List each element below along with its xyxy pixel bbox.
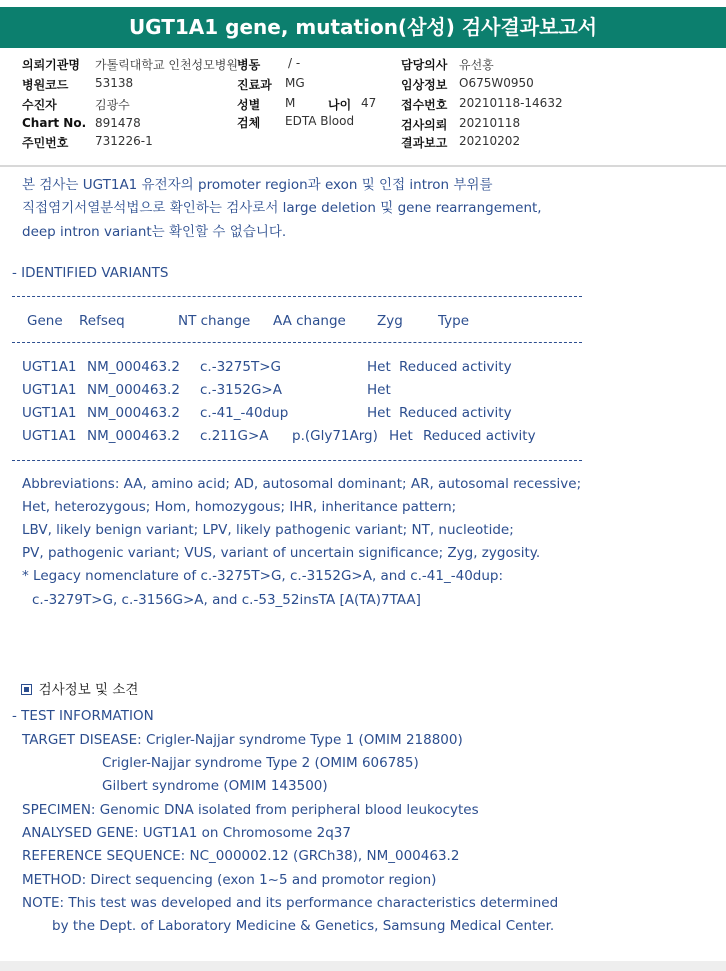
recipient-value: 김광수	[95, 98, 130, 112]
intro-line: 직접염기서열분석법으로 확인하는 검사로서 large deletion 및 gene rearrangement,	[22, 200, 542, 217]
cell-nt-change: c.-3275T>G	[200, 359, 281, 375]
cell-zyg: Het	[367, 359, 391, 375]
cell-type: Reduced activity	[399, 359, 512, 375]
clinical-info-label: 임상정보	[401, 78, 448, 92]
cell-type: Reduced activity	[399, 405, 512, 421]
column-header: Type	[438, 313, 470, 329]
resident-no-label: 주민번호	[22, 136, 69, 150]
variants-heading: - IDENTIFIED VARIANTS	[12, 265, 169, 281]
recipient-label: 수진자	[22, 98, 57, 112]
page-bottom-strip	[0, 961, 726, 971]
receipt-no-label: 접수번호	[401, 98, 448, 112]
table-rule-bottom	[12, 460, 582, 461]
clinical-info-value: O675W0950	[459, 76, 534, 90]
cell-zyg: Het	[367, 382, 391, 398]
column-header: AA change	[273, 313, 346, 329]
attending-physician-label: 담당의사	[401, 58, 448, 72]
specimen-info: SPECIMEN: Genomic DNA isolated from peripheral blood leukocytes	[22, 802, 479, 818]
test-request-value: 20210118	[459, 116, 521, 130]
cell-gene: UGT1A1	[22, 428, 77, 444]
legacy-nomenclature-values: c.-3279T>G, c.-3156G>A, and c.-53_52insTA [A(TA)7TAA]	[32, 592, 421, 608]
sex-value: M	[285, 96, 296, 110]
specimen-value: EDTA Blood	[285, 114, 355, 128]
cell-nt-change: c.-3152G>A	[200, 382, 282, 398]
chart-no-label: Chart No.	[22, 116, 87, 130]
department-value: MG	[285, 76, 305, 90]
abbreviation-line: Abbreviations: AA, amino acid; AD, autosomal dominant; AR, autosomal recessive;	[22, 476, 582, 492]
target-disease: Crigler-Najjar syndrome Type 2 (OMIM 606785)	[102, 755, 419, 771]
cell-zyg: Het	[389, 428, 413, 444]
table-rule-header	[12, 342, 582, 343]
age-value: 47	[361, 96, 377, 110]
specimen-label: 검체	[237, 116, 261, 130]
reference-sequence: REFERENCE SEQUENCE: NC_000002.12 (GRCh38), NM_000463.2	[22, 848, 460, 864]
header-divider	[0, 165, 726, 167]
note: NOTE: This test was developed and its performance characteristics determined	[22, 895, 559, 911]
resident-no-value: 731226-1	[95, 134, 153, 148]
hospital-code-value: 53138	[95, 76, 134, 90]
receipt-no-value: 20210118-14632	[459, 96, 563, 110]
column-header: Refseq	[79, 313, 125, 329]
report-title: UGT1A1 gene, mutation(삼성) 검사결과보고서	[0, 7, 726, 48]
cell-refseq: NM_000463.2	[87, 382, 180, 398]
cell-type: Reduced activity	[423, 428, 536, 444]
chart-no-value: 891478	[95, 116, 141, 130]
section-title-text: 검사정보 및 소견	[38, 682, 139, 698]
section-title	[12, 662, 138, 698]
cell-refseq: NM_000463.2	[87, 359, 180, 375]
patient-info-panel	[0, 52, 726, 164]
method: METHOD: Direct sequencing (exon 1~5 and promotor region)	[22, 872, 437, 888]
intro-paragraph	[22, 174, 542, 244]
intro-line: deep intron variant는 확인할 수 없습니다.	[22, 223, 287, 240]
square-bullet-icon	[21, 684, 32, 695]
cell-gene: UGT1A1	[22, 359, 77, 375]
abbreviation-line: LBV, likely benign variant; LPV, likely pathogenic variant; NT, nucleotide;	[22, 522, 514, 538]
cell-nt-change: c.-41_-40dup	[200, 405, 289, 421]
report-date-value: 20210202	[459, 134, 521, 148]
target-disease: Gilbert syndrome (OMIM 143500)	[102, 778, 328, 794]
cell-aa-change: p.(Gly71Arg)	[292, 428, 378, 444]
department-label: 진료과	[237, 78, 272, 92]
abbreviation-line: Het, heterozygous; Hom, homozygous; IHR, inheritance pattern;	[22, 499, 457, 515]
requesting-institution-value: 가톨릭대학교 인천성모병원	[95, 58, 238, 72]
note: by the Dept. of Laboratory Medicine & Genetics, Samsung Medical Center.	[52, 918, 555, 934]
attending-physician-value: 유선홍	[459, 58, 494, 72]
cell-refseq: NM_000463.2	[87, 428, 180, 444]
column-header: Zyg	[377, 313, 403, 329]
target-disease: TARGET DISEASE: Crigler-Najjar syndrome Type 1 (OMIM 218800)	[22, 732, 463, 748]
ward-label: 병동	[237, 58, 261, 72]
hospital-code-label: 병원코드	[22, 78, 69, 92]
abbreviation-line: PV, pathogenic variant; VUS, variant of uncertain significance; Zyg, zygosity.	[22, 545, 541, 561]
ward-value: / -	[288, 56, 301, 70]
legacy-nomenclature-note: * Legacy nomenclature of c.-3275T>G, c.-3152G>A, and c.-41_-40dup:	[22, 568, 504, 584]
table-rule-top	[12, 296, 582, 297]
intro-line: 본 검사는 UGT1A1 유전자의 promoter region과 exon 및 인접 intron 부위를	[22, 177, 493, 193]
test-request-label: 검사의뢰	[401, 118, 448, 132]
sex-label: 성별	[237, 98, 261, 112]
report-date-label: 결과보고	[401, 136, 448, 150]
column-header: NT change	[178, 313, 251, 329]
cell-zyg: Het	[367, 405, 391, 421]
cell-nt-change: c.211G>A	[200, 428, 269, 444]
cell-refseq: NM_000463.2	[87, 405, 180, 421]
age-label: 나이	[328, 98, 352, 112]
test-info-heading: - TEST INFORMATION	[12, 708, 154, 724]
requesting-institution-label: 의뢰기관명	[22, 58, 80, 72]
analysed-gene: ANALYSED GENE: UGT1A1 on Chromosome 2q37	[22, 825, 351, 841]
column-header: Gene	[27, 313, 63, 329]
cell-gene: UGT1A1	[22, 405, 77, 421]
cell-gene: UGT1A1	[22, 382, 77, 398]
